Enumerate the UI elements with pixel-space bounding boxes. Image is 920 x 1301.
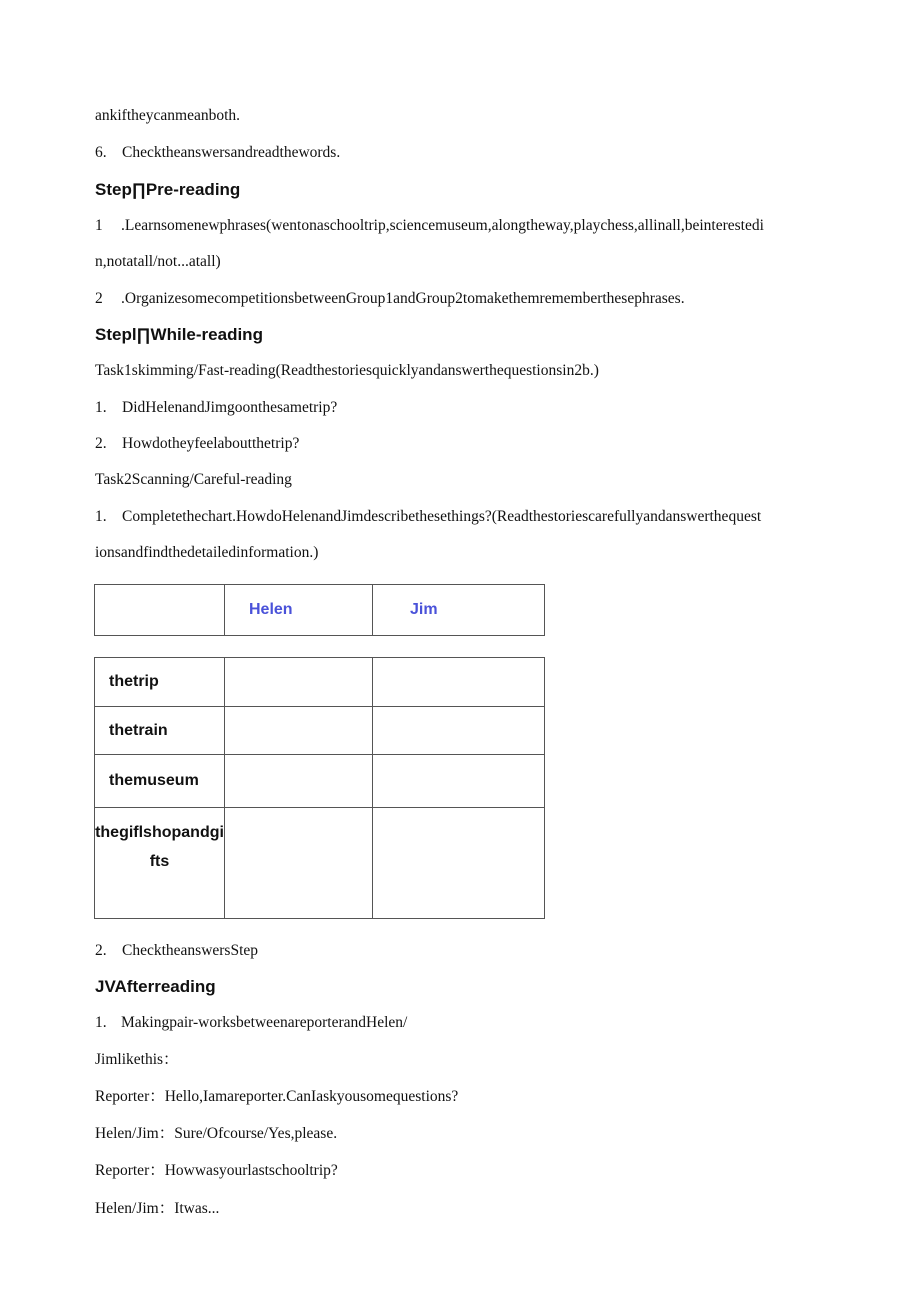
header-cell-empty (95, 585, 225, 636)
header-cell-helen: Helen (225, 585, 373, 636)
cell-helen (225, 707, 373, 755)
row-label-train: thetrain (95, 707, 225, 755)
row-label-museum: themuseum (95, 755, 225, 808)
list-text: DidHelenandJimgoonthesametrip? (122, 399, 338, 416)
list-text: Completethechart.HowdoHelenandJimdescribethesethings?(Readthestoriescarefullyandanswerthequest (122, 508, 762, 525)
cell-jim (373, 707, 545, 755)
list-item-6 (95, 143, 340, 163)
question-1 (95, 398, 337, 418)
question-2 (95, 434, 299, 454)
chart-body-table (94, 657, 545, 919)
complete-chart-item (95, 507, 761, 527)
heading-while-reading: Stepl∏While-reading (95, 325, 263, 344)
list-number: 2 (95, 290, 103, 307)
cell-jim (373, 755, 545, 808)
list-text: .Learnsomenewphrases(wentonaschooltrip,sciencemuseum,alongtheway,playchess,allinall,beinterestedi (121, 217, 764, 234)
header-cell-jim: Jim (373, 585, 545, 636)
list-number: 2. (95, 942, 107, 959)
cell-helen (225, 755, 373, 808)
list-text: Makingpair-worksbetweenareporterandHelen/ (121, 1014, 408, 1031)
row-label-giftshop: thegiflshopandgifts (95, 808, 225, 919)
list-text: ChecktheanswersStep (122, 942, 259, 959)
table-row (95, 658, 545, 707)
list-item-phrases (95, 216, 764, 236)
text-line-1: ankiftheycanmeanboth. (95, 107, 241, 124)
task1-line: Task1skimming/Fast-reading(Readthestoriesquicklyandanswerthequestionsin2b.) (95, 362, 599, 379)
list-number: 1. (95, 399, 107, 416)
heading-pre-reading: Step∏Pre-reading (95, 180, 241, 199)
heading-after-reading: JVAfterreading (95, 977, 216, 996)
table-row (95, 808, 545, 919)
text-line-continuation: n,notatall/not...atall) (95, 253, 221, 270)
table-row (95, 755, 545, 808)
list-number: 2. (95, 435, 107, 452)
text-line-continuation: ionsandfindthedetailedinformation.) (95, 544, 319, 561)
task2-line: Task2Scanning/Careful-reading (95, 471, 292, 488)
table-row (95, 707, 545, 755)
list-number: 1. (95, 508, 107, 525)
cell-helen (225, 658, 373, 707)
list-number: 6. (95, 144, 107, 161)
pair-work-item (95, 1013, 407, 1033)
dialogue-line-1: Reporter：Hello,Iamareporter.CanIaskyousomequestions? (95, 1088, 459, 1105)
list-text: Howdotheyfeelaboutthetrip? (122, 435, 300, 452)
check-answers-item (95, 941, 258, 961)
header-row (95, 585, 545, 636)
list-text: Checktheanswersandreadthewords. (122, 144, 341, 161)
cell-jim (373, 808, 545, 919)
dialogue-line-4: Helen/Jim：Itwas... (95, 1200, 220, 1217)
cell-jim (373, 658, 545, 707)
chart-header-table (94, 584, 545, 636)
dialogue-line-2: Helen/Jim：Sure/Ofcourse/Yes,please. (95, 1125, 338, 1142)
text-line-continuation: Jimlikethis： (95, 1051, 179, 1068)
list-item-competitions (95, 289, 685, 309)
cell-helen (225, 808, 373, 919)
list-text: .OrganizesomecompetitionsbetweenGroup1andGroup2tomakethemrememberthesephrases. (121, 290, 685, 307)
row-label-trip: thetrip (95, 658, 225, 707)
dialogue-line-3: Reporter：Howwasyourlastschooltrip? (95, 1162, 338, 1179)
list-number: 1. (95, 1014, 107, 1031)
list-number: 1 (95, 217, 103, 234)
